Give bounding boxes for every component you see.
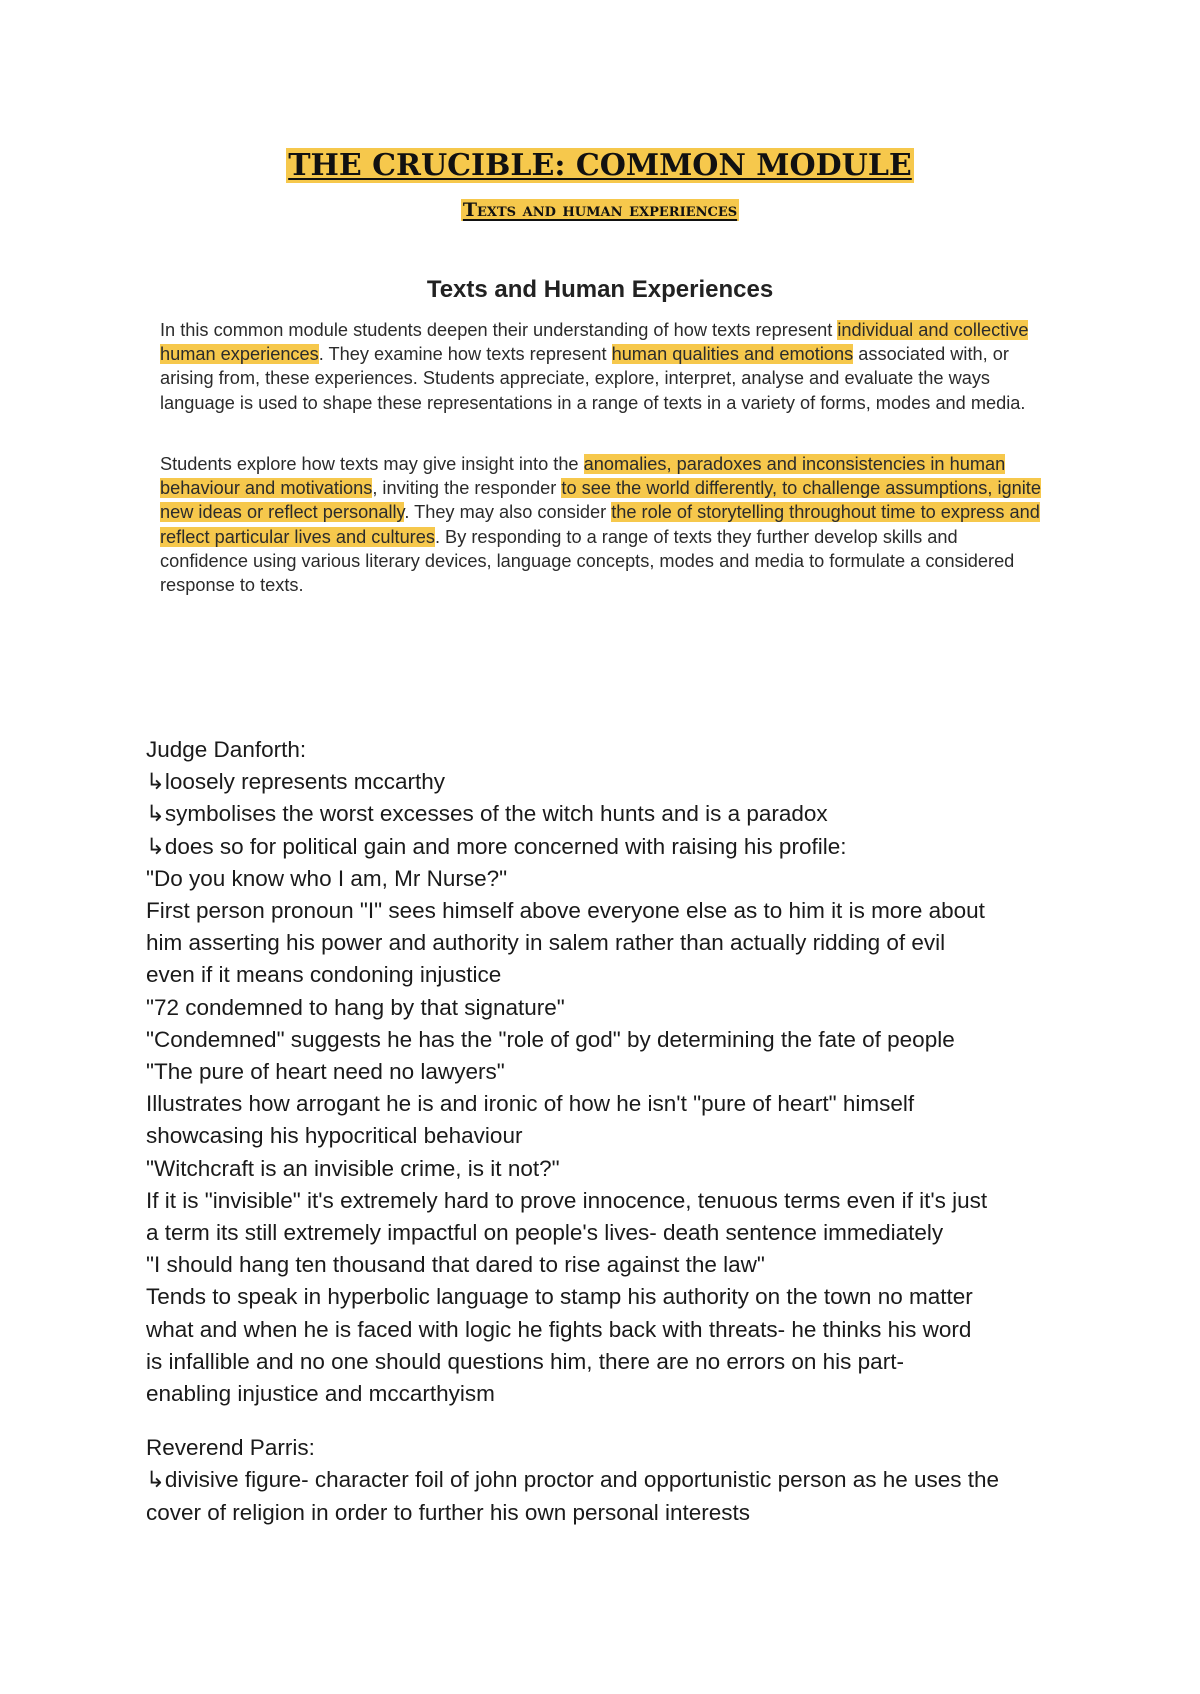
- notes-line: "Condemned" suggests he has the "role of god" by determining the fate of people: [146, 1026, 955, 1052]
- highlighted-text: the role of storytelling throughout time to express and reflect particular lives and cultures: [160, 502, 1040, 547]
- notes-line: what and when he is faced with logic he fights back with threats- he thinks his word: [146, 1316, 972, 1342]
- notes-line: Reverend Parris:: [146, 1435, 315, 1461]
- highlighted-text: to see the world differently, to challenge assumptions, ignite new ideas or reflect personally: [160, 478, 1041, 523]
- notes-line: "72 condemned to hang by that signature": [146, 994, 565, 1020]
- syllabus-text: , inviting the responder: [372, 478, 562, 499]
- page-subtitle-text: Texts and human experiences: [462, 199, 738, 221]
- highlighted-text: anomalies, paradoxes and inconsistencies in human behaviour and motivations: [160, 454, 1006, 499]
- syllabus-text: associated with, or arising from, these experiences. Students appreciate, explore, interpret, analyse and evaluate the ways language is used to shape these representations in a range of texts in a variety of forms, modes and media.: [160, 344, 1026, 413]
- syllabus-paragraph-2: [160, 452, 1045, 597]
- notes-line: ↳divisive figure- character foil of john proctor and opportunistic person as he uses the: [146, 1467, 1000, 1493]
- notes-line: "I should hang ten thousand that dared to rise against the law": [146, 1252, 765, 1278]
- notes-line: him asserting his power and authority in salem rather than actually ridding of evil: [146, 930, 946, 956]
- notes-line: enabling injustice and mccarthyism: [146, 1381, 495, 1407]
- notes-line: "Witchcraft is an invisible crime, is it not?": [146, 1155, 560, 1181]
- notes-line: First person pronoun "I" sees himself above everyone else as to him it is more about: [146, 898, 985, 924]
- notes-line: Tends to speak in hyperbolic language to stamp his authority on the town no matter: [146, 1284, 973, 1310]
- notes-line: "Do you know who I am, Mr Nurse?": [146, 865, 508, 891]
- page-title: [0, 148, 1200, 183]
- syllabus-text: . They may also consider: [404, 502, 612, 523]
- syllabus-text: . They examine how texts represent: [318, 344, 612, 365]
- notes-line: Illustrates how arrogant he is and ironic of how he isn't "pure of heart" himself: [146, 1091, 915, 1117]
- notes-line: ↳symbolises the worst excesses of the witch hunts and is a paradox: [146, 801, 828, 827]
- notes-line: "The pure of heart need no lawyers": [146, 1059, 505, 1085]
- notes-line: showcasing his hypocritical behaviour: [146, 1123, 523, 1149]
- syllabus-text: In this common module students deepen their understanding of how texts represent: [160, 320, 838, 340]
- syllabus-heading: Texts and Human Experiences: [426, 276, 774, 303]
- notes-line: If it is "invisible" it's extremely hard to prove innocence, tenuous terms even if it's just: [146, 1187, 988, 1213]
- syllabus-text: . By responding to a range of texts they further develop skills and confidence using various literary devices, language concepts, modes and media to formulate a considered response to texts.: [160, 526, 1015, 596]
- paragraph-gap: [146, 1410, 1086, 1432]
- highlighted-text: human qualities and emotions: [611, 344, 854, 365]
- page-subtitle: [0, 199, 1200, 221]
- notes-line: cover of religion in order to further his own personal interests: [146, 1499, 751, 1525]
- notes-line: ↳does so for political gain and more concerned with raising his profile:: [146, 833, 847, 859]
- notes-line: Judge Danforth:: [146, 737, 307, 762]
- notes-line: even if it means condoning injustice: [146, 962, 502, 988]
- syllabus-paragraph-1: [160, 318, 1045, 415]
- notes-line: a term its still extremely impactful on people's lives- death sentence immediately: [146, 1220, 944, 1246]
- syllabus-text: Students explore how texts may give insight into the: [160, 454, 584, 474]
- page-title-text: THE CRUCIBLE: COMMON MODULE: [288, 148, 912, 183]
- notes-line: is infallible and no one should questions him, there are no errors on his part-: [146, 1348, 904, 1374]
- highlighted-text: individual and collective human experiences: [160, 320, 1029, 365]
- notes-line: ↳loosely represents mccarthy: [146, 769, 445, 795]
- character-notes: [146, 734, 1086, 1529]
